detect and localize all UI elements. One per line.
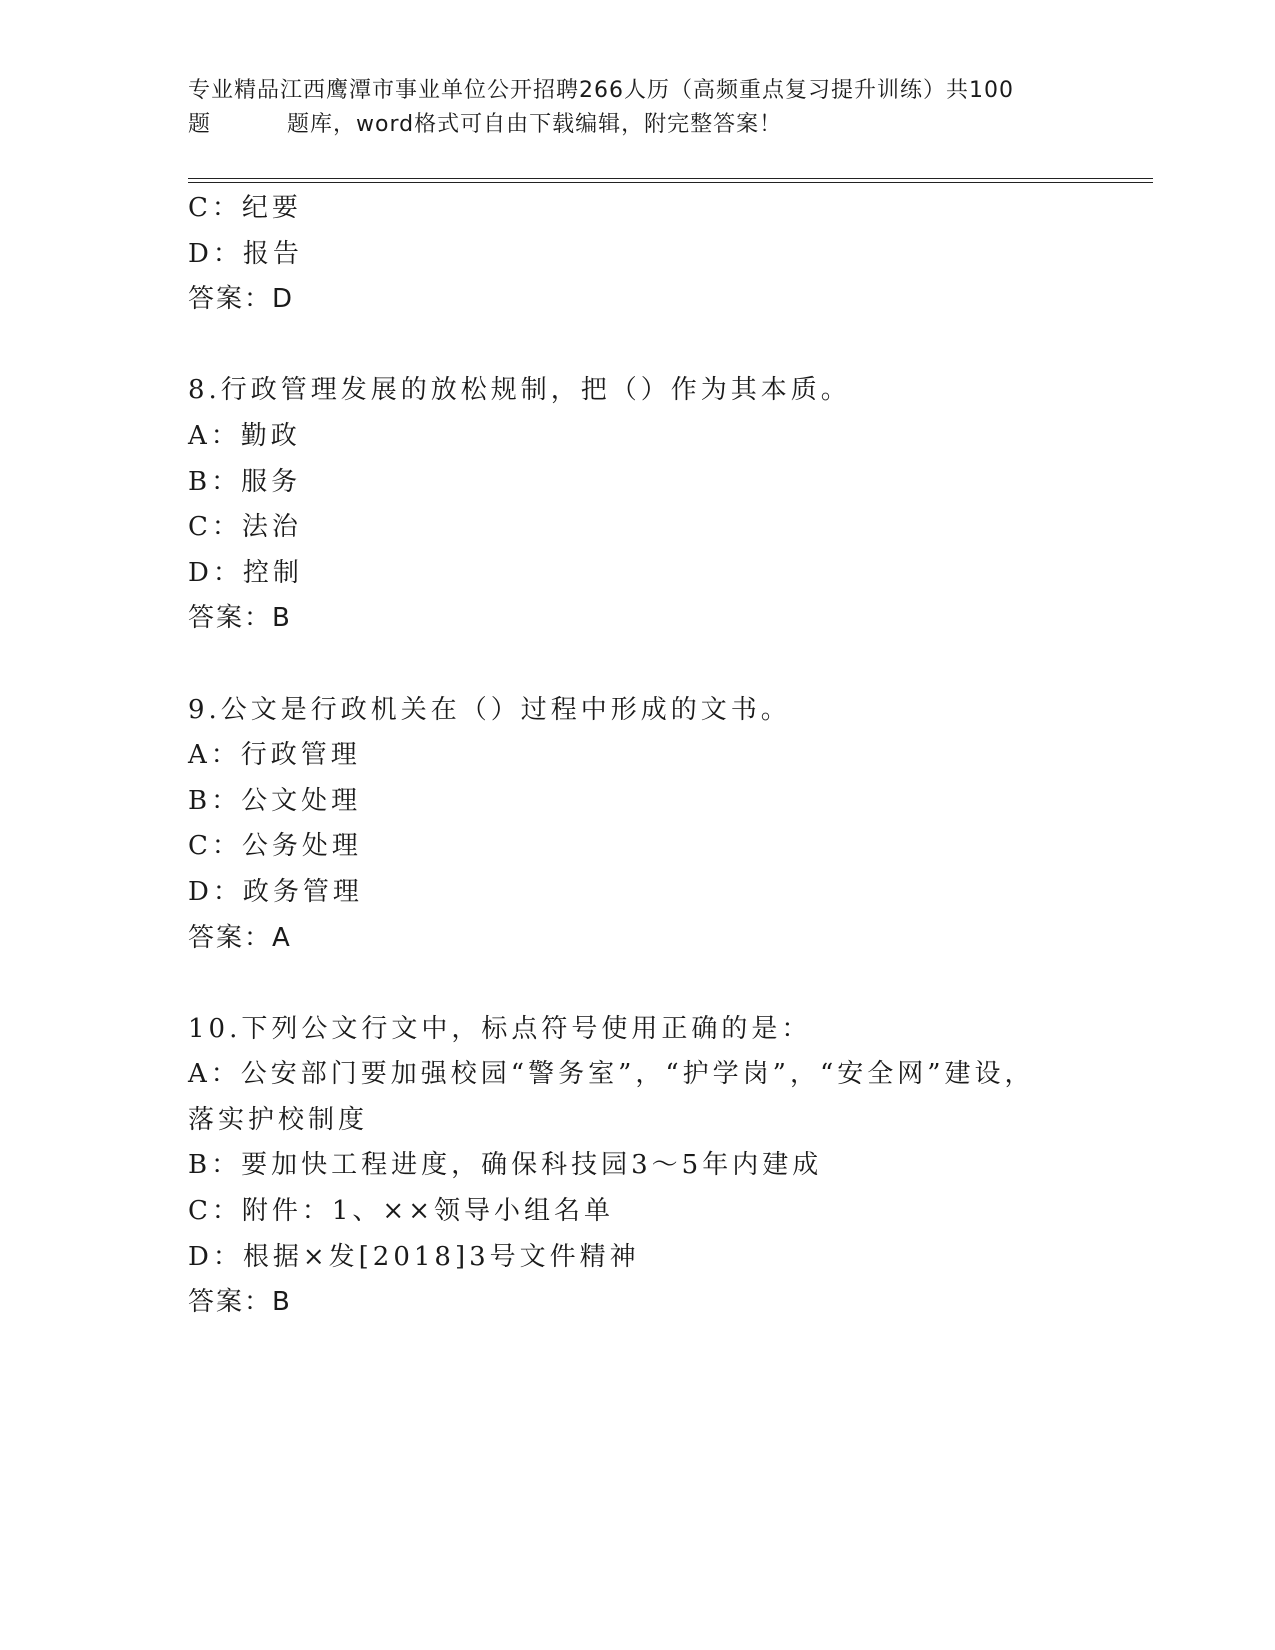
spacer xyxy=(188,961,1148,1007)
q10-option-b: B：要加快工程进度，确保科技园3～5年内建成 xyxy=(188,1150,823,1181)
q10-option-c: C：附件：1、××领导小组名单 xyxy=(188,1196,615,1227)
header-line2-start: 题 xyxy=(188,112,212,137)
q8-option-c: C：法治 xyxy=(188,512,302,543)
q7-option-d: D：报告 xyxy=(188,238,303,269)
q9-option-c: C：公务处理 xyxy=(188,831,362,862)
q9-answer: 答案：A xyxy=(188,922,292,953)
q8-question: 8.行政管理发展的放松规制，把（）作为其本质。 xyxy=(188,375,851,406)
q8-answer: 答案：B xyxy=(188,603,292,634)
document-header xyxy=(188,74,1088,142)
header-title-line2 xyxy=(188,108,1088,142)
q10-option-a-continued: 落实护校制度 xyxy=(188,1104,369,1135)
q9-question: 9.公文是行政机关在（）过程中形成的文书。 xyxy=(188,694,791,725)
header-line2-rest: 题库，word格式可自由下载编辑，附完整答案！ xyxy=(287,112,783,137)
q7-option-c: C：纪要 xyxy=(188,193,302,223)
q9-option-b: B：公文处理 xyxy=(188,785,362,816)
header-title-line1: 专业精品江西鹰潭市事业单位公开招聘266人历（高频重点复习提升训练）共100 xyxy=(188,78,1014,103)
q10-option-a: A：公安部门要加强校园“警务室”，“护学岗”，“安全网”建设， xyxy=(188,1059,1035,1090)
header-rule-bottom xyxy=(188,182,1153,183)
q10-option-d: D：根据×发[2018]3号文件精神 xyxy=(188,1241,640,1272)
q8-option-d: D：控制 xyxy=(188,557,303,588)
q8-option-a: A：勤政 xyxy=(188,420,301,451)
q8-option-b: B：服务 xyxy=(188,466,302,497)
q10-question: 10.下列公文行文中，标点符号使用正确的是： xyxy=(188,1013,812,1044)
header-rule-top xyxy=(188,178,1153,179)
q9-option-a: A：行政管理 xyxy=(188,740,361,771)
q7-answer: 答案：D xyxy=(188,284,295,315)
spacer xyxy=(188,323,1148,369)
q9-option-d: D：政务管理 xyxy=(188,876,363,907)
spacer xyxy=(188,642,1148,688)
q10-answer: 答案：B xyxy=(188,1287,292,1318)
question-content xyxy=(188,186,1148,1326)
